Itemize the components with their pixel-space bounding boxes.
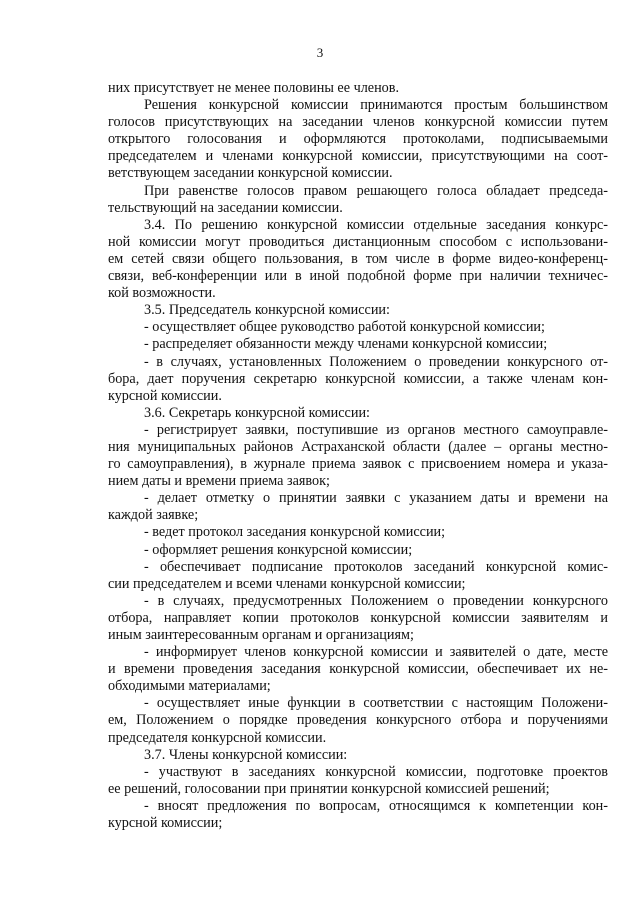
text-line: - информирует членов конкурсной комиссии и заявителей о дате, месте [144,644,608,661]
text-line: ем сетей связи общего пользования, в том числе в форме видео-конференц- [108,250,608,267]
paragraph [108,747,608,764]
text-line: - в случаях, установленных Положением о проведении конкурсного от- [144,353,608,370]
text-line: - оформляет решения конкурсной комиссии; [144,541,413,558]
text-line: - осуществляет общее руководство работой конкурсной комиссии; [144,319,545,336]
text-line: сии председателем и всеми членами конкурсной комиссии; [108,575,466,592]
page-number: 3 [316,45,324,60]
text-line: председателя конкурсной комиссии. [108,729,327,746]
text-line: отбора, направляет копии протоколов конкурсной комиссии заявителям и [108,609,608,626]
paragraph [108,97,608,182]
paragraph [108,336,608,353]
paragraph [108,319,608,336]
text-line: нием даты и времени приема заявок; [108,473,330,490]
text-line: и времени проведения заседания конкурсной комиссии, обеспечивает их не- [108,661,608,678]
paragraph [108,80,608,97]
text-line: открытого голосования и оформляются протоколами, подписываемыми [108,131,608,148]
text-line: 3.6. Секретарь конкурсной комиссии: [144,404,370,421]
text-line: ее решений, голосовании при принятии конкурсной комиссией решений; [108,780,550,797]
paragraph [108,644,608,695]
text-line: ветствующем заседании конкурсной комиссии. [108,165,393,182]
paragraph [108,798,608,832]
text-line: го самоуправления), в журнале приема заявок с присвоением номера и указа- [108,456,608,473]
text-line: При равенстве голосов правом решающего голоса обладает председа- [144,182,608,199]
text-line: ной комиссии могут проводиться дистанционным способом с использовани- [108,233,608,250]
text-line: председателем и членами конкурсной комиссии, присутствующими на соот- [108,148,608,165]
text-line: 3.4. По решению конкурсной комиссии отдельные заседания конкурс- [144,216,608,233]
text-line: иным заинтересованным органам и организациям; [108,627,414,643]
paragraph [108,524,608,541]
text-line: бора, дает поручения секретарю конкурсной комиссии, а также членам кон- [108,370,608,387]
text-line: Решения конкурсной комиссии принимаются простым большинством [144,97,608,114]
paragraph [108,405,608,422]
paragraph [108,593,608,644]
text-line: ем, Положением о порядке проведения конкурсного отбора и поручениями [108,712,608,729]
text-line: 3.7. Члены конкурсной комиссии: [144,746,348,763]
paragraph [108,490,608,524]
paragraph [108,422,608,490]
paragraph [108,183,608,217]
paragraph [108,217,608,302]
paragraph [108,302,608,319]
text-line: - вносят предложения по вопросам, относящимся к компетенции кон- [144,797,608,814]
text-line: - обеспечивает подписание протоколов заседаний конкурсной комис- [144,558,608,575]
text-line: каждой заявке; [108,507,199,524]
text-line: - регистрирует заявки, поступившие из органов местного самоуправле- [144,421,608,438]
paragraph [108,354,608,405]
paragraph [108,559,608,593]
text-line: курсной комиссии. [108,387,222,404]
text-line: связи, веб-конференции или в иной подобной форме при наличии техничес- [108,268,608,285]
text-line: 3.5. Председатель конкурсной комиссии: [144,302,390,319]
paragraph [108,542,608,559]
text-line: - распределяет обязанности между членами конкурсной комиссии; [144,336,548,353]
text-line: - осуществляет иные функции в соответствии с настоящим Положени- [144,695,608,712]
text-line: тельствующий на заседании комиссии. [108,199,343,216]
text-line: курсной комиссии; [108,815,223,832]
text-line: обходимыми материалами; [108,678,271,695]
paragraph [108,764,608,798]
text-line: них присутствует не менее половины ее членов. [108,80,400,96]
document-body [108,80,608,832]
text-line: - делает отметку о принятии заявки с указанием даты и времени на [144,490,608,507]
text-line: голосов присутствующих на заседании членов конкурсной комиссии путем [108,114,608,131]
text-line: - ведет протокол заседания конкурсной комиссии; [144,524,446,541]
text-line: ния муниципальных районов Астраханской области (далее – органы местно- [108,438,608,455]
text-line: кой возможности. [108,285,216,302]
text-line: - в случаях, предусмотренных Положением о проведении конкурсного [144,592,608,609]
paragraph [108,695,608,746]
text-line: - участвуют в заседаниях конкурсной комиссии, подготовке проектов [144,763,608,780]
